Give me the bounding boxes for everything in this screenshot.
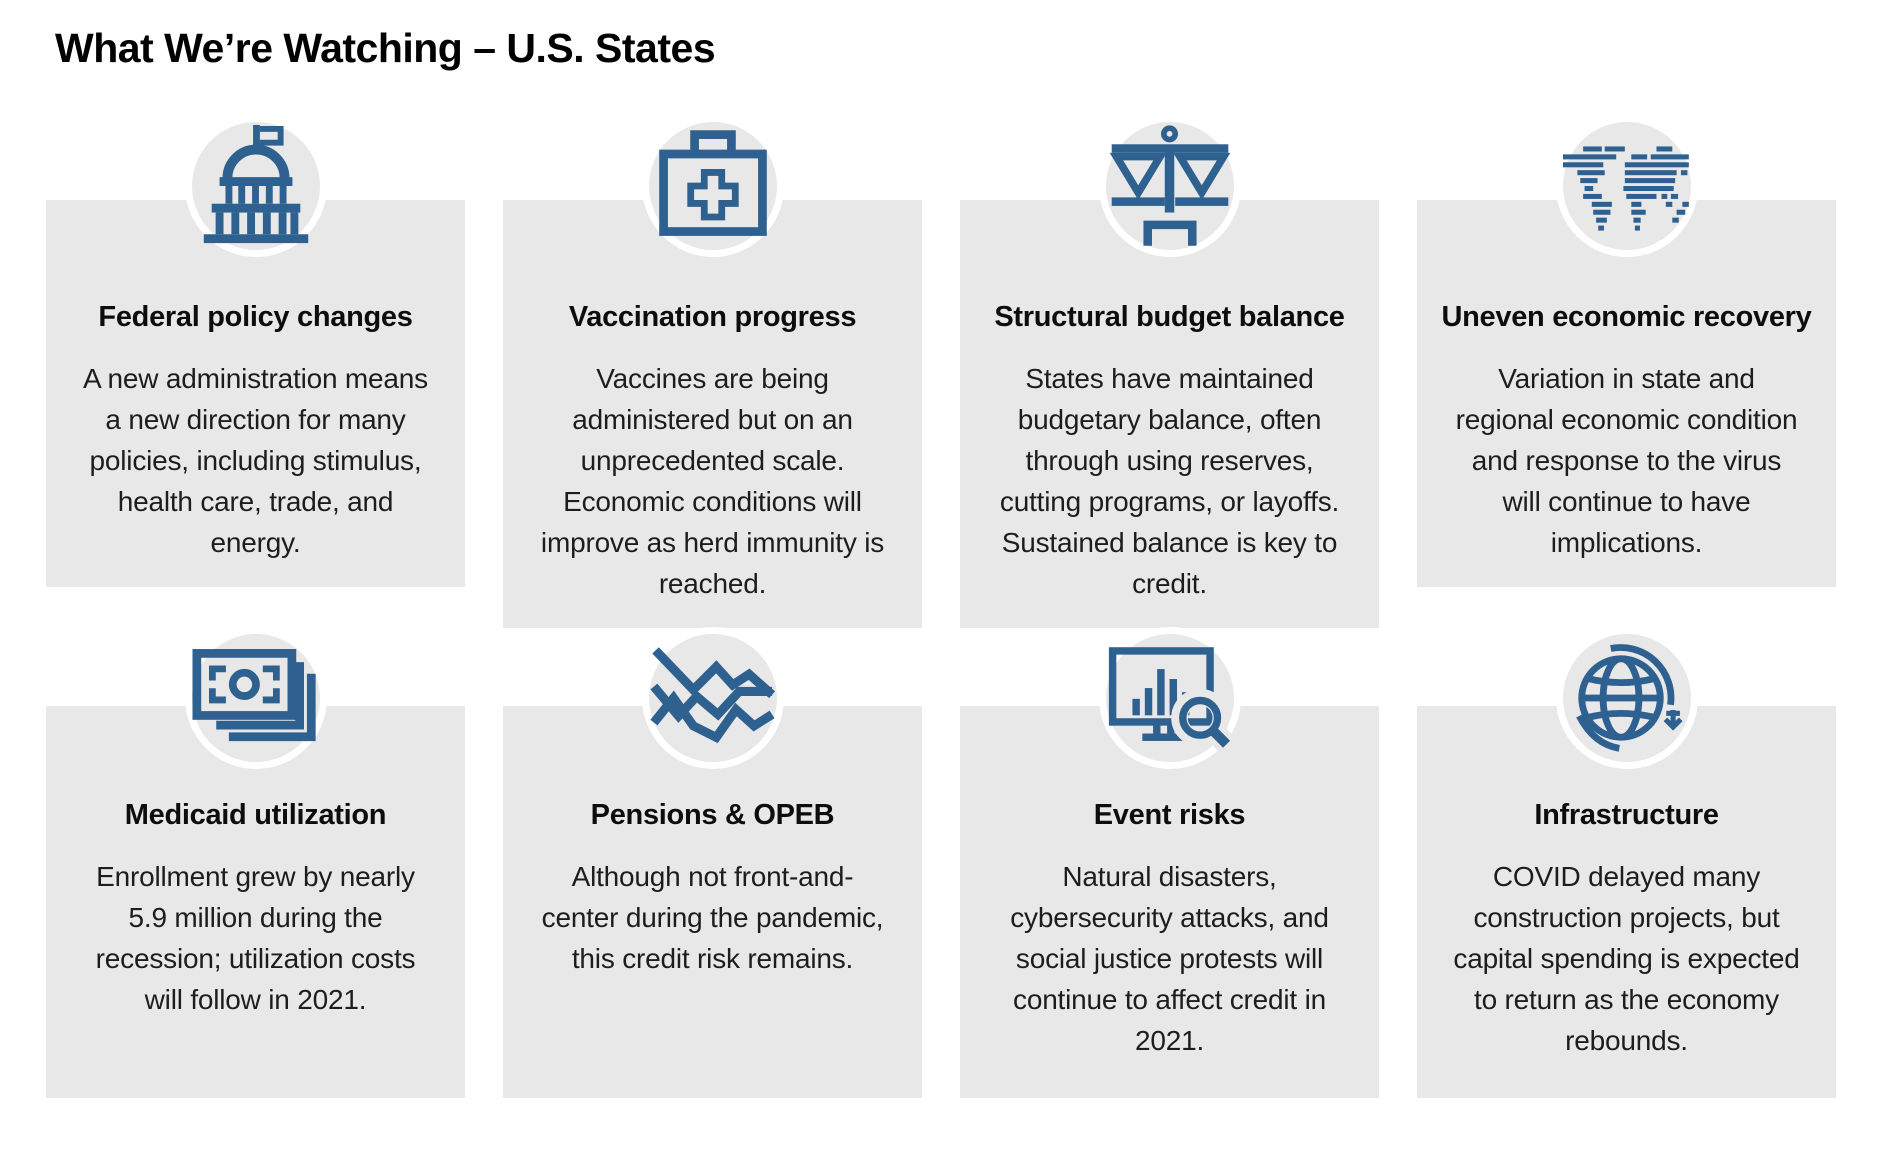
icon-circle	[1099, 115, 1241, 257]
page-title: What We’re Watching – U.S. States	[55, 25, 716, 71]
card-event-risks	[960, 627, 1379, 1098]
card-title: Event risks	[1093, 799, 1246, 831]
card-title: Structural budget balance	[994, 301, 1345, 333]
scales-icon	[1106, 124, 1234, 248]
icon-circle	[1556, 627, 1698, 769]
card-text: Variation in state and regional economic condition and response to the virus will continue to have implications.	[1455, 363, 1798, 558]
card-title: Pensions & OPEB	[590, 799, 835, 831]
icon-circle	[1556, 115, 1698, 257]
card-text: COVID delayed many construction projects, but capital spending is expected to return as the economy rebounds.	[1453, 861, 1800, 1056]
card-text: States have maintained budgetary balance, often through using reserves, cutting programs, or layoffs. Sustained balance is key to credit.	[999, 363, 1340, 599]
card-uneven-economic-recovery	[1417, 115, 1836, 578]
card-title: Uneven economic recovery	[1441, 301, 1812, 333]
globe-orbit-icon	[1563, 632, 1691, 764]
icon-circle	[1099, 627, 1241, 769]
card-text: Although not front-and-center during the pandemic, this credit risk remains.	[541, 861, 884, 974]
card-text: Vaccines are being administered but on an unprecedented scale. Economic conditions will improve as herd immunity is reached.	[540, 363, 885, 599]
card-pensions-opeb	[503, 627, 922, 1098]
card-federal-policy-changes	[46, 115, 465, 578]
card-title: Federal policy changes	[98, 301, 413, 333]
medical-bag-icon	[650, 123, 776, 249]
card-text: A new administration means a new direction for many policies, including stimulus, health care, trade, and energy.	[83, 363, 428, 558]
monitor-search-icon	[1106, 636, 1234, 760]
card-body	[46, 200, 465, 587]
card-structural-budget-balance	[960, 115, 1379, 599]
icon-circle	[642, 627, 784, 769]
icon-circle	[185, 115, 327, 257]
card-body	[960, 200, 1379, 628]
card-infrastructure	[1417, 627, 1836, 1098]
card-body	[1417, 200, 1836, 587]
card-text: Enrollment grew by nearly 5.9 million during the recession; utilization costs will follow in 2021.	[95, 861, 416, 1015]
line-chart-icon	[649, 635, 777, 761]
capitol-icon	[192, 122, 320, 250]
card-grid	[0, 115, 1882, 1098]
card-vaccination-progress	[503, 115, 922, 599]
world-map-icon	[1563, 122, 1691, 250]
card-text: Natural disasters, cybersecurity attacks, and social justice protests will continue to affect credit in 2021.	[1010, 861, 1329, 1056]
card-title: Medicaid utilization	[124, 799, 387, 831]
card-title: Infrastructure	[1534, 799, 1719, 831]
money-stack-icon	[192, 648, 320, 748]
icon-circle	[185, 627, 327, 769]
card-medicaid-utilization	[46, 627, 465, 1098]
slide	[0, 24, 1882, 1152]
card-title: Vaccination progress	[568, 301, 857, 333]
anchor-glyph	[1665, 710, 1680, 727]
card-body	[503, 200, 922, 628]
icon-circle	[642, 115, 784, 257]
